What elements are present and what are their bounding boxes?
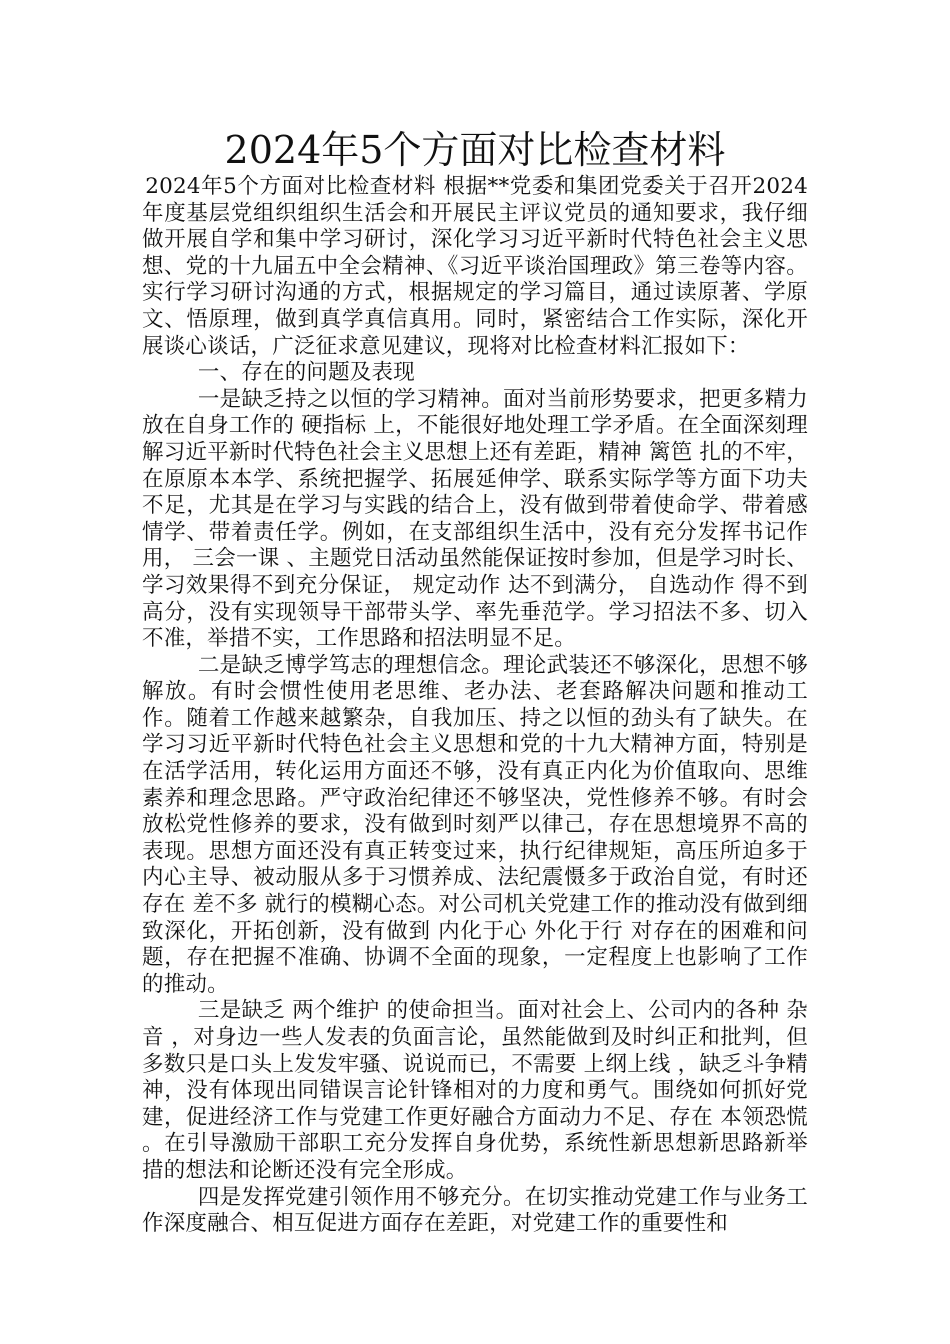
intro-paragraph: 2024年5个方面对比检查材料 根据**党委和集团党委关于召开2024年度基层党组织组织生活会和开展民主评议党员的通知要求，我仔细做开展自学和集中学习研讨，深化学习习近平新时代特色社会主义思想、党的十九届五中全会精神、《习近平谈治国理政》第三卷等内容。实行学习研讨沟通的方式，根据规定的学习篇目，通过读原著、学原文、悟原理，做到真学真信真用。同时，紧密结合工作实际，深化开展谈心谈话，广泛征求意见建议，现将对比检查材料汇报如下： (142, 174, 808, 359)
document-page (142, 128, 808, 1238)
paragraph-point-one: 一是缺乏持之以恒的学习精神。面对当前形势要求，把更多精力放在自身工作的 硬指标 上，不能很好地处理工学矛盾。在全面深刻理解习近平新时代特色社会主义思想上还有差距，精神 篱笆 扎的不牢，在原原本本学、系统把握学、拓展延伸学、联系实际学等方面下功夫不足，尤其是在学习与实践的结合上，没有做到带着使命学、带着感情学、带着责任学。例如，在支部组织生活中，没有充分发挥书记作用， 三会一课 、主题党日活动虽然能保证按时参加，但是学习时长、学习效果得不到充分保证， 规定动作 达不到满分， 自选动作 得不到高分，没有实现领导干部带头学、率先垂范学。学习招法不多、切入不准，举措不实，工作思路和招法明显不足。 (142, 386, 808, 652)
paragraph-point-two: 二是缺乏博学笃志的理想信念。理论武装还不够深化，思想不够解放。有时会惯性使用老思维、老办法、老套路解决问题和推动工作。随着工作越来越繁杂，自我加压、持之以恒的劲头有了缺失。在学习习近平新时代特色社会主义思想和党的十九大精神方面，特别是在活学活用，转化运用方面还不够，没有真正内化为价值取向、思维素养和理念思路。严守政治纪律还不够坚决，党性修养不够。有时会放松党性修养的要求，没有做到时刻严以律己，存在思想境界不高的表现。思想方面还没有真正转变过来，执行纪律规矩，高压所迫多于内心主导、被动服从多于习惯养成、法纪震慑多于政治自觉，有时还存在 差不多 就行的模糊心态。对公司机关党建工作的推动没有做到细致深化，开拓创新，没有做到 内化于心 外化于行 对存在的困难和问题，存在把握不准确、协调不全面的现象，一定程度上也影响了工作的推动。 (142, 652, 808, 997)
paragraph-point-four: 四是发挥党建引领作用不够充分。在切实推动党建工作与业务工作深度融合、相互促进方面存在差距，对党建工作的重要性和 (142, 1184, 808, 1237)
document-title: 2024年5个方面对比检查材料 (224, 128, 726, 172)
paragraph-point-three: 三是缺乏 两个维护 的使命担当。面对社会上、公司内的各种 杂音 ，对身边一些人发表的负面言论，虽然能做到及时纠正和批判，但多数只是口头上发发牢骚、说说而已，不需要 上纲上线 ，缺乏斗争精神，没有体现出同错误言论针锋相对的力度和勇气。围绕如何抓好党建，促进经济工作与党建工作更好融合方面动力不足、存在 本领恐慌 。在引导激励干部职工充分发挥自身优势，系统性新思想新思路新举措的想法和论断还没有完全形成。 (142, 998, 808, 1183)
section-heading-problems: 一、存在的问题及表现 (197, 360, 415, 386)
